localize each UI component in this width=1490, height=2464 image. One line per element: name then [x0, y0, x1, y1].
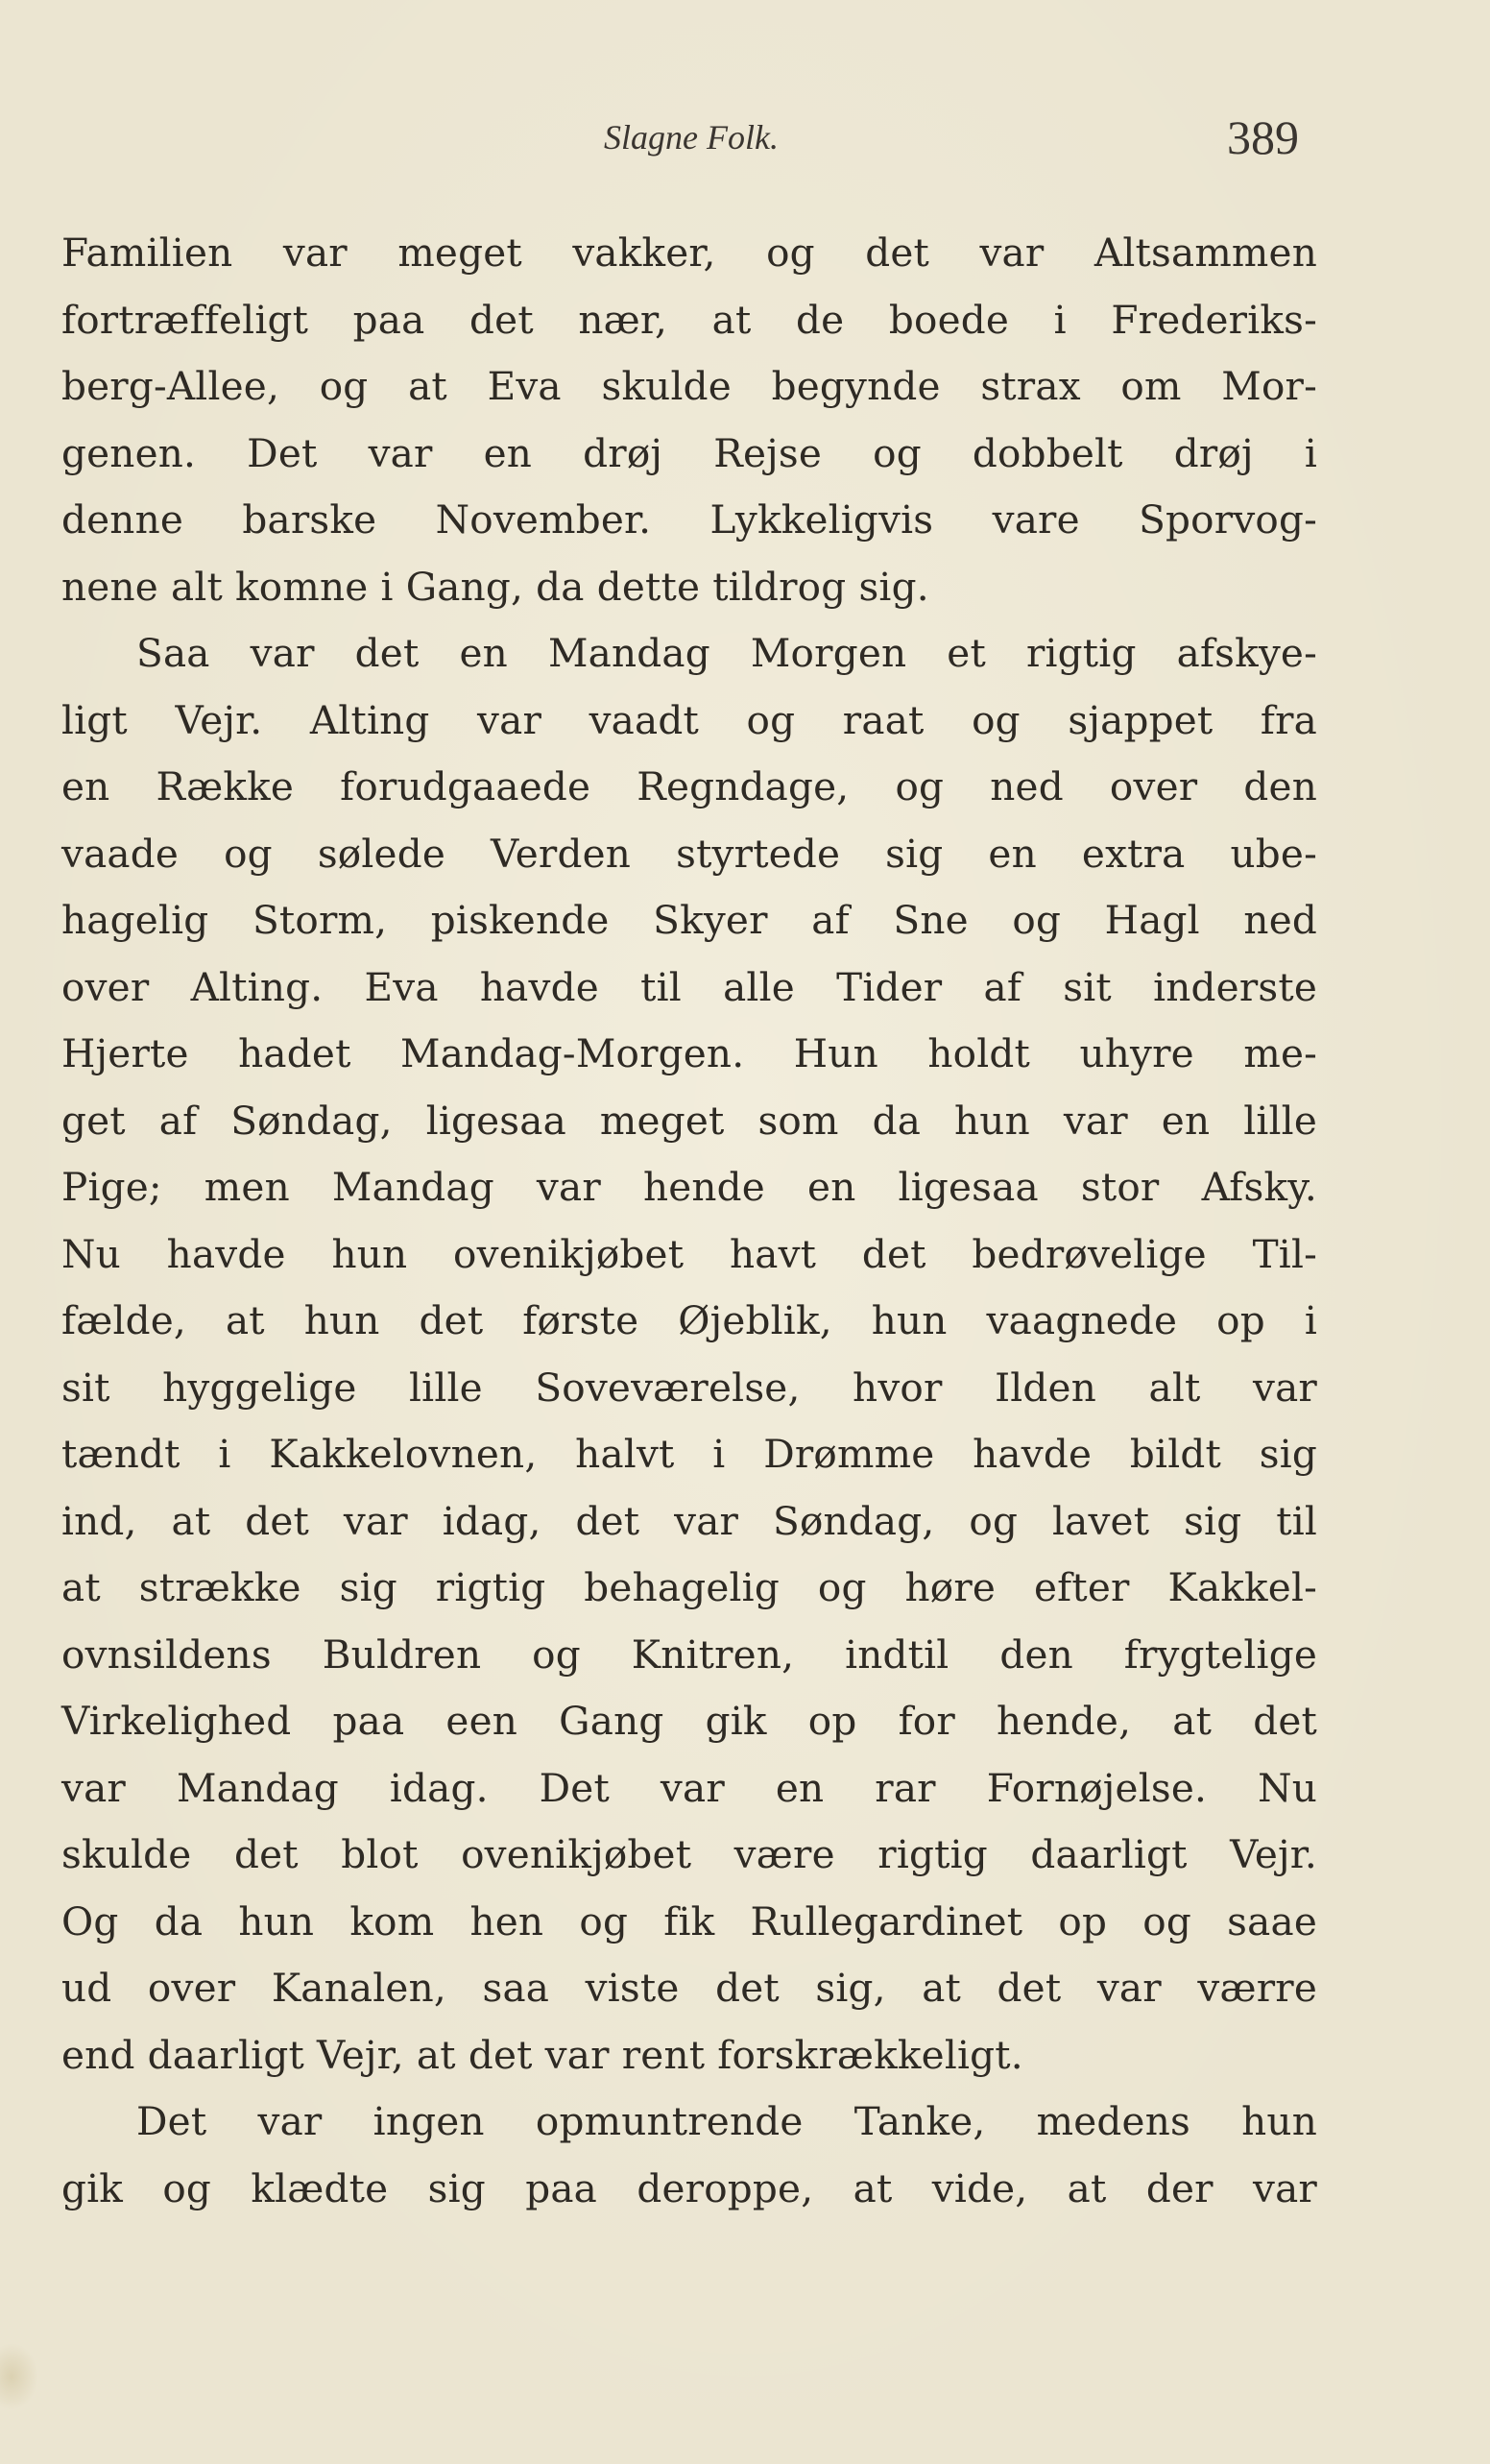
text-line: berg-Allee, og at Eva skulde begynde strax om Mor-	[61, 363, 1317, 409]
text-line: ind, at det var idag, det var Søndag, og lavet sig til	[61, 1497, 1317, 1544]
page-header	[0, 110, 1490, 175]
body-text	[61, 220, 1317, 2222]
text-line: end daarligt Vejr, at det var rent forskrækkeligt.	[61, 2031, 1023, 2078]
text-line: denne barske November. Lykkeligvis vare Sporvog-	[61, 496, 1317, 543]
running-title: Slagne Folk.	[604, 118, 779, 157]
text-line: Pige; men Mandag var hende en ligesaa stor Afsky.	[61, 1164, 1317, 1210]
paper-stain	[0, 2343, 38, 2410]
page-number: 389	[1227, 110, 1299, 164]
text-line: nene alt komne i Gang, da dette tildrog sig.	[61, 563, 929, 610]
text-line: over Alting. Eva havde til alle Tider af sit inderste	[61, 963, 1317, 1010]
text-line: fælde, at hun det første Øjeblik, hun vaagnede op i	[61, 1297, 1317, 1343]
text-line: at strække sig rigtig behagelig og høre efter Kakkel-	[61, 1564, 1317, 1610]
text-line: get af Søndag, ligesaa meget som da hun var en lille	[61, 1097, 1317, 1144]
text-line: Familien var meget vakker, og det var Altsammen	[61, 229, 1317, 276]
text-line: gik og klædte sig paa deroppe, at vide, at der var	[61, 2164, 1317, 2211]
text-line: var Mandag idag. Det var en rar Fornøjelse. Nu	[61, 1764, 1317, 1811]
text-line: hagelig Storm, piskende Skyer af Sne og Hagl ned	[61, 897, 1317, 943]
text-line: Hjerte hadet Mandag-Morgen. Hun holdt uhyre me-	[61, 1030, 1317, 1076]
text-line: ovnsildens Buldren og Knitren, indtil den frygtelige	[61, 1631, 1317, 1678]
text-line: ligt Vejr. Alting var vaadt og raat og sjappet fra	[61, 696, 1317, 743]
text-line: skulde det blot ovenikjøbet være rigtig daarligt Vejr.	[61, 1831, 1317, 1877]
text-line: sit hyggelige lille Soveværelse, hvor Ilden alt var	[61, 1364, 1317, 1411]
text-line: Nu havde hun ovenikjøbet havt det bedrøvelige Til-	[61, 1230, 1317, 1277]
text-line: genen. Det var en drøj Rejse og dobbelt drøj i	[61, 429, 1317, 476]
text-line: fortræffeligt paa det nær, at de boede i Frederiks-	[61, 296, 1317, 343]
text-line: tændt i Kakkelovnen, halvt i Drømme havde bildt sig	[61, 1431, 1317, 1477]
text-line: Saa var det en Mandag Morgen et rigtig afskye-	[136, 630, 1317, 676]
text-line: Og da hun kom hen og fik Rullegardinet op og saae	[61, 1897, 1317, 1945]
text-line: vaade og sølede Verden styrtede sig en extra ube-	[61, 830, 1317, 877]
text-line: en Række forudgaaede Regndage, og ned over den	[61, 763, 1317, 809]
text-line: Virkelighed paa een Gang gik op for hende, at det	[61, 1698, 1317, 1744]
text-line: Det var ingen opmuntrende Tanke, medens hun	[136, 2098, 1317, 2144]
text-line: ud over Kanalen, saa viste det sig, at det var værre	[61, 1965, 1317, 2011]
